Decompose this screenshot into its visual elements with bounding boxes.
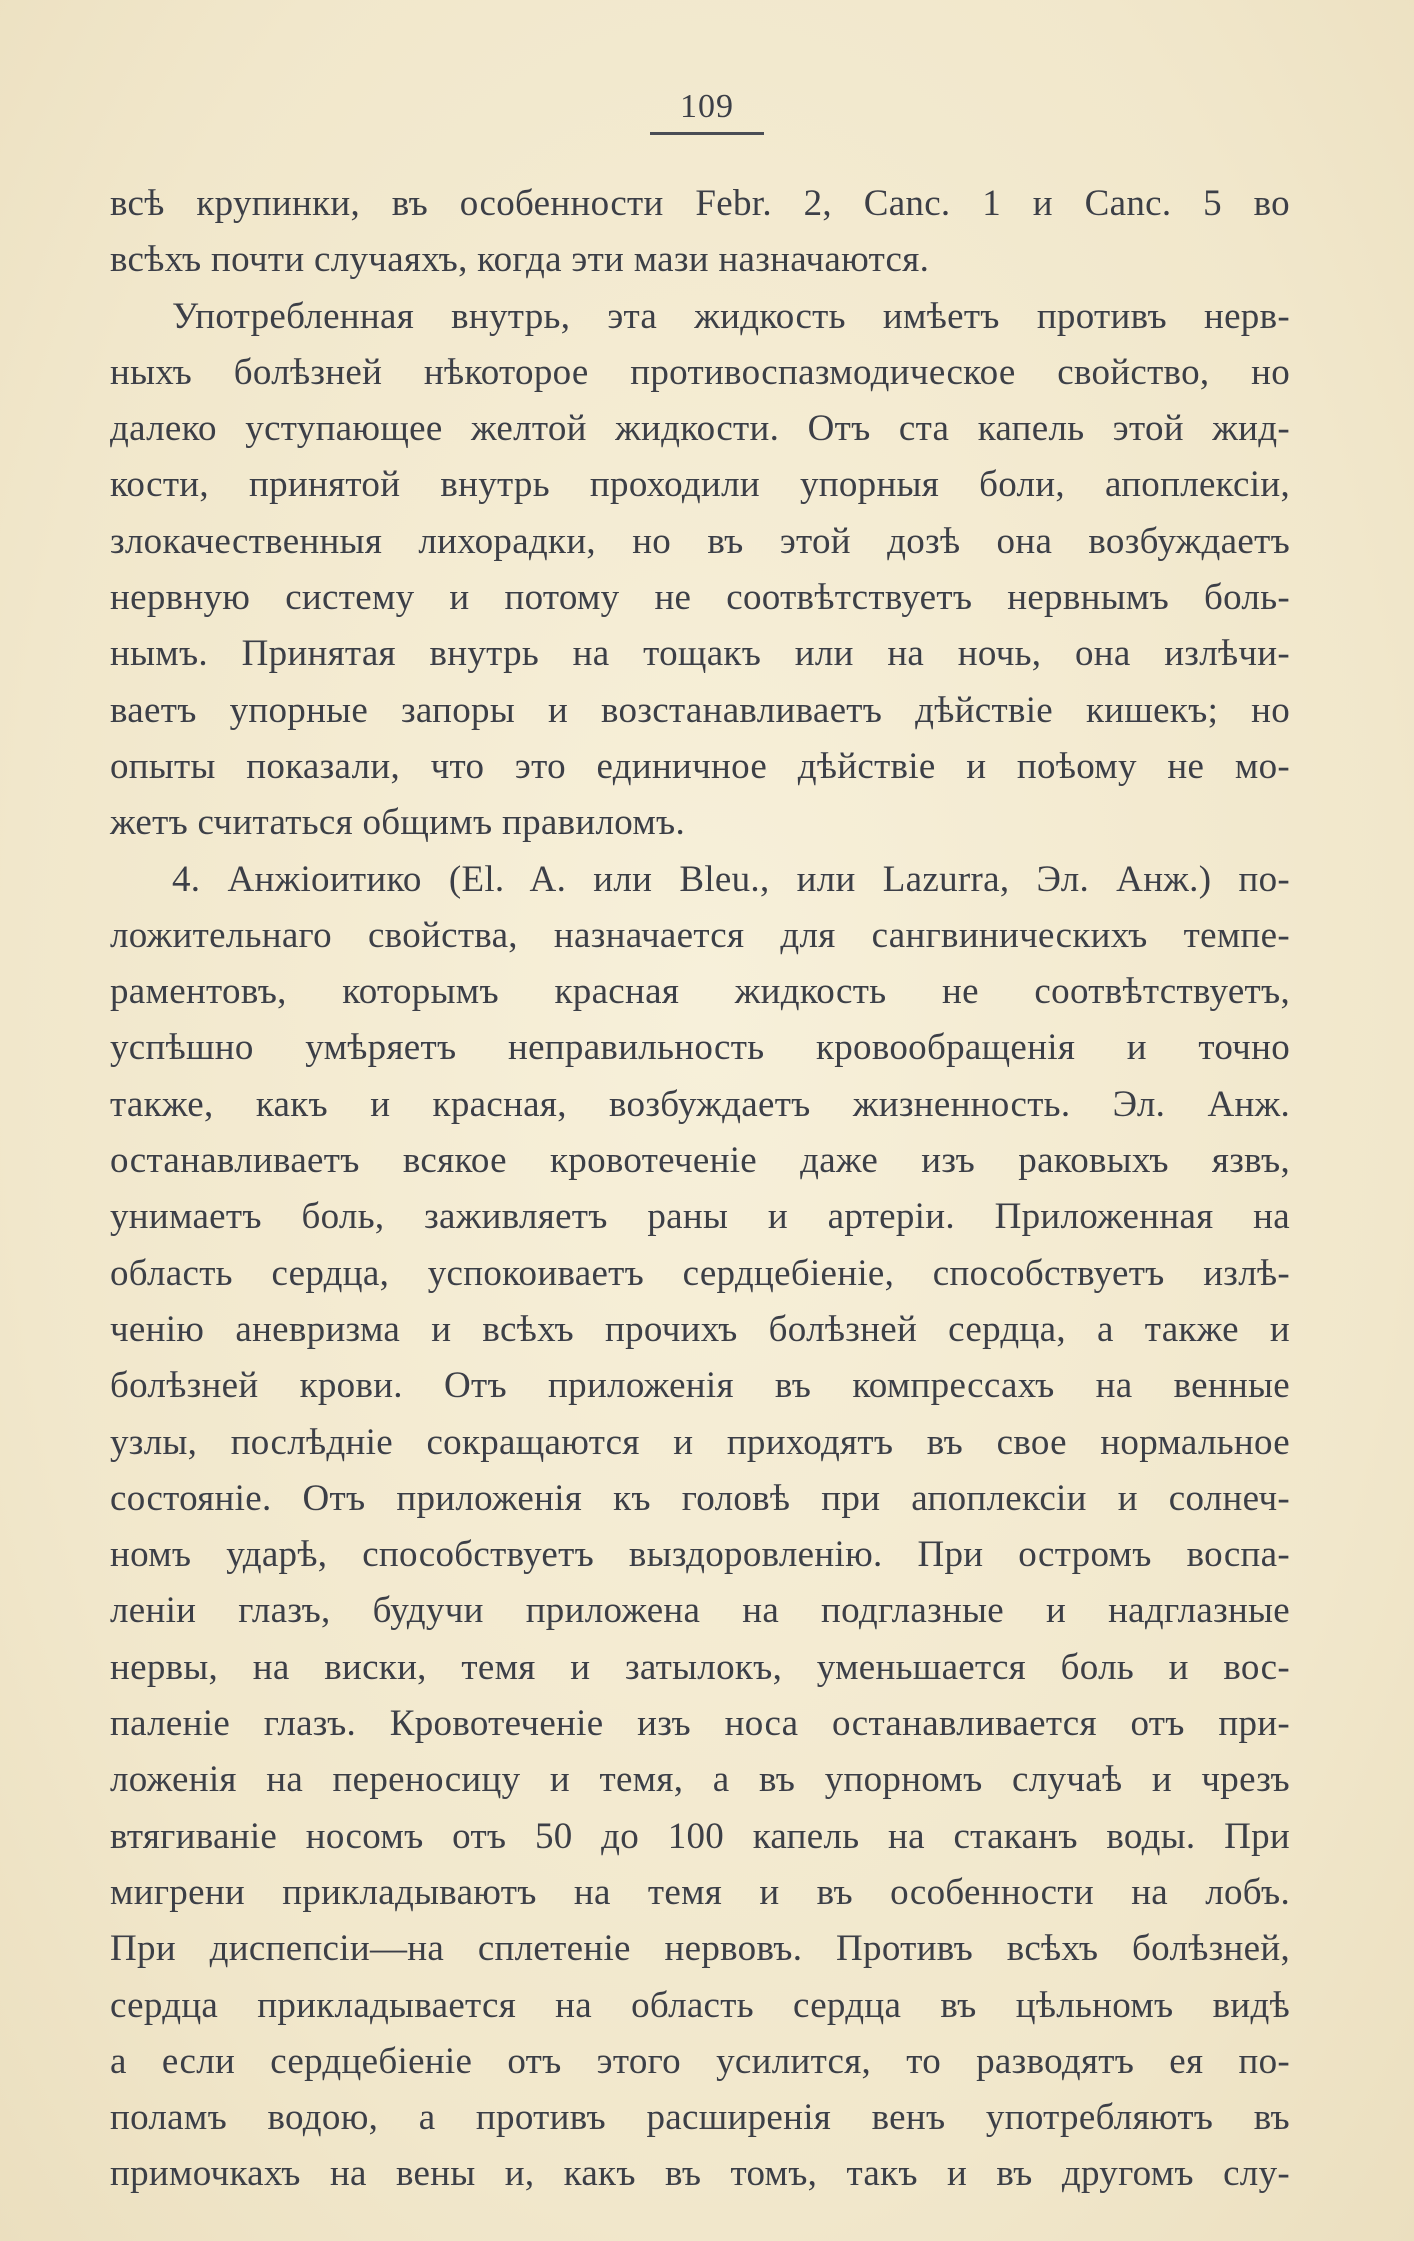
text-line: раментовъ, которымъ красная жидкость не соотвѣтствуетъ, bbox=[110, 971, 1290, 1013]
text-line: нервы, на виски, темя и затылокъ, уменьшается боль и вос- bbox=[110, 1646, 1290, 1688]
page-number bbox=[0, 88, 1414, 135]
text-line: ваетъ упорные запоры и возстанавливаетъ дѣйствіе кишекъ; но bbox=[110, 689, 1290, 731]
text-line: номъ ударѣ, способствуетъ выздоровленію. При остромъ воспа- bbox=[110, 1534, 1290, 1576]
text-line: болѣзней крови. Отъ приложенія въ компрессахъ на венные bbox=[110, 1365, 1290, 1407]
text-line: мигрени прикладываютъ на темя и въ особенности на лобъ. bbox=[110, 1871, 1290, 1913]
text-line: останавливаетъ всякое кровотеченіе даже изъ раковыхъ язвъ, bbox=[110, 1140, 1290, 1182]
text-line: паленіе глазъ. Кровотеченіе изъ носа останавливается отъ при- bbox=[110, 1703, 1290, 1745]
text-line: нервную систему и потому не соотвѣтствуетъ нервнымъ боль- bbox=[110, 577, 1290, 619]
text-line: кости, принятой внутрь проходили упорныя боли, апоплексіи, bbox=[110, 464, 1290, 506]
text-line: далеко уступающее желтой жидкости. Отъ ста капель этой жид- bbox=[110, 408, 1290, 450]
text-line: 4. Анжіоитико (El. A. или Bleu., или Lazurra, Эл. Анж.) по- bbox=[172, 858, 1290, 900]
page-number-text: 109 bbox=[650, 88, 764, 135]
text-line: сердца прикладывается на область сердца въ цѣльномъ видѣ bbox=[110, 1984, 1290, 2026]
text-line: втягиваніе носомъ отъ 50 до 100 капель на стаканъ воды. При bbox=[110, 1815, 1290, 1857]
text-line: ныхъ болѣзней нѣкоторое противоспазмодическое свойство, но bbox=[110, 351, 1290, 393]
text-line: Употребленная внутрь, эта жидкость имѣетъ противъ нерв- bbox=[172, 295, 1290, 337]
text-line: а если сердцебіеніе отъ этого усилится, то разводятъ ея по- bbox=[110, 2040, 1290, 2082]
text-line: ченію аневризма и всѣхъ прочихъ болѣзней сердца, а также и bbox=[110, 1308, 1290, 1350]
text-line: также, какъ и красная, возбуждаетъ жизненность. Эл. Анж. bbox=[110, 1083, 1290, 1125]
text-line: состояніе. Отъ приложенія къ головѣ при апоплексіи и солнеч- bbox=[110, 1477, 1290, 1519]
text-line: жетъ считаться общимъ правиломъ. bbox=[110, 802, 686, 844]
text-line: всѣ крупинки, въ особенности Febr. 2, Canc. 1 и Canc. 5 во bbox=[110, 183, 1290, 224]
text-line: нымъ. Принятая внутрь на тощакъ или на ночь, она излѣчи- bbox=[110, 633, 1290, 675]
body-text bbox=[110, 176, 1290, 2203]
text-line: успѣшно умѣряетъ неправильность кровообращенія и точно bbox=[110, 1027, 1290, 1069]
text-line: унимаетъ боль, заживляетъ раны и артеріи. Приложенная на bbox=[110, 1196, 1290, 1238]
text-line: При диспепсіи—на сплетеніе нервовъ. Противъ всѣхъ болѣзней, bbox=[110, 1928, 1290, 1970]
text-line: узлы, послѣдніе сокращаются и приходятъ въ свое нормальное bbox=[110, 1421, 1290, 1463]
text-line: леніи глазъ, будучи приложена на подглазные и надглазные bbox=[110, 1590, 1290, 1632]
text-line: область сердца, успокоиваетъ сердцебіеніе, способствуетъ излѣ- bbox=[110, 1252, 1290, 1294]
text-line: опыты показали, что это единичное дѣйствіе и поѣому не мо- bbox=[110, 745, 1290, 787]
text-line: всѣхъ почти случаяхъ, когда эти мази назначаются. bbox=[110, 239, 930, 281]
text-line: примочкахъ на вены и, какъ въ томъ, такъ и въ другомъ слу- bbox=[110, 2153, 1290, 2195]
text-line: злокачественныя лихорадки, но въ этой дозѣ она возбуждаетъ bbox=[110, 520, 1290, 562]
text-line: ложенія на переносицу и темя, а въ упорномъ случаѣ и чрезъ bbox=[110, 1759, 1290, 1801]
text-line: поламъ водою, а противъ расширенія венъ употребляютъ въ bbox=[110, 2097, 1290, 2139]
text-line: ложительнаго свойства, назначается для сангвиническихъ темпе- bbox=[110, 914, 1290, 956]
